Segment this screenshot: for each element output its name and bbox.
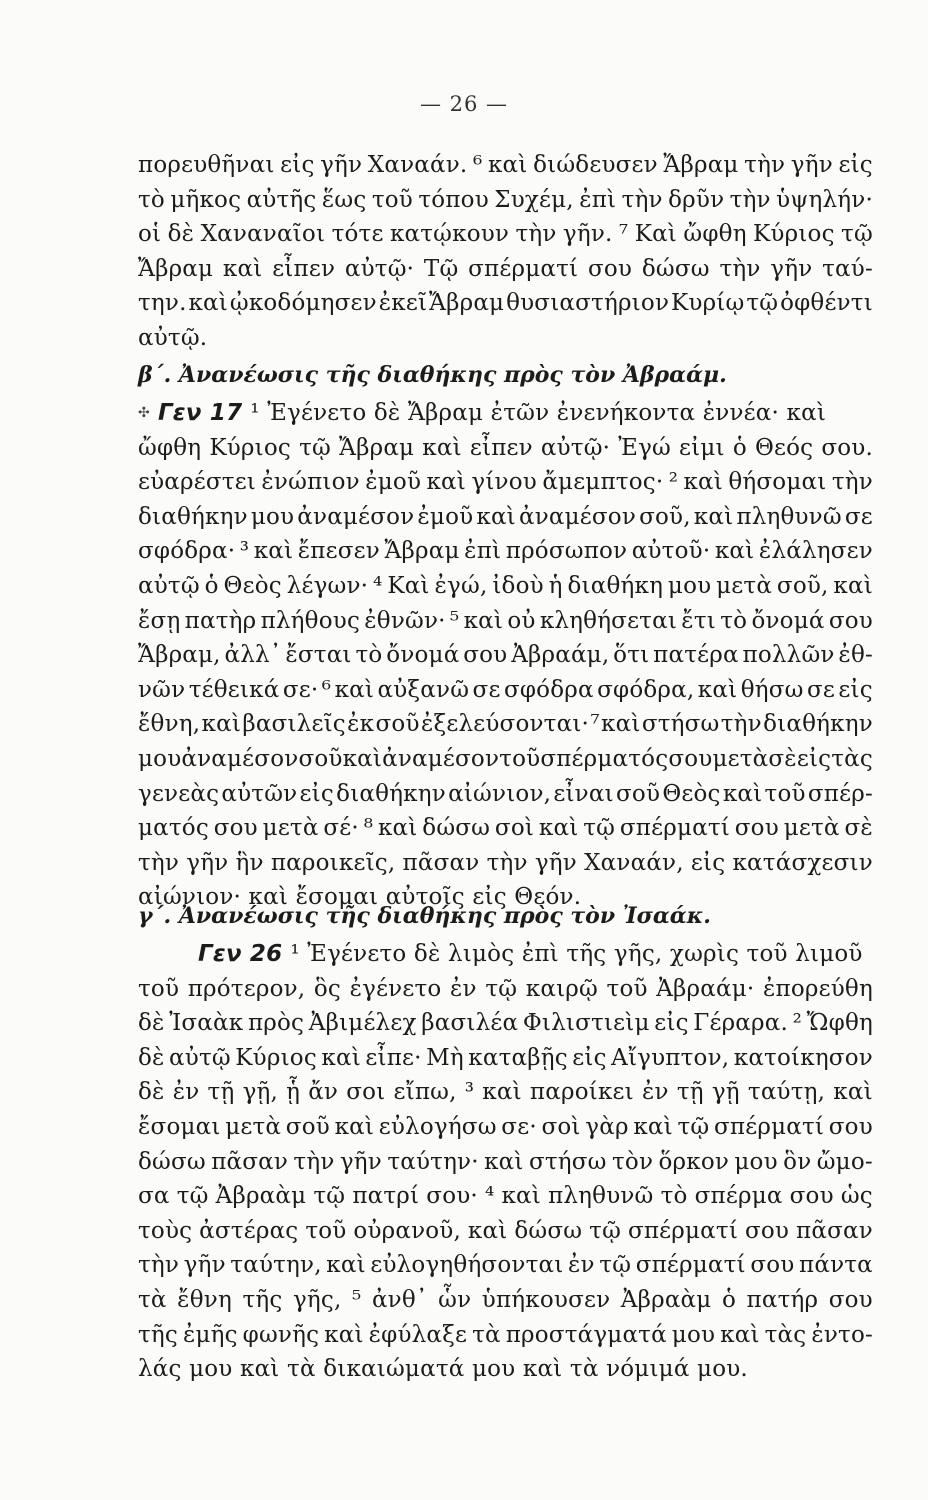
text-line xyxy=(138,396,873,431)
text-line: αἰώνιον· καὶ ἔσομαι αὐτοῖς εἰς Θεόν. xyxy=(138,884,582,911)
section-heading-isaac: γ΄. Ἀνανέωσις τῆς διαθήκης πρὸς τὸν Ἰσαάκ. xyxy=(138,903,711,929)
section-heading-abraham: β΄. Ἀνανέωσις τῆς διαθήκης πρὸς τὸν Ἀβραάμ. xyxy=(138,362,727,388)
text-line: μου ἀναμέσον σοῦ καὶ ἀναμέσον τοῦ σπέρματός σου μετὰ σὲ εἰς τὰς xyxy=(138,745,873,772)
text-line: δὲ Ἰσαὰκ πρὸς Ἀβιμέλεχ βασιλέα Φιλιστιεὶμ εἰς Γέραρα. ² Ὤφθη xyxy=(138,1010,873,1037)
text-line: διαθήκην μου ἀναμέσον ἐμοῦ καὶ ἀναμέσον σοῦ, καὶ πληθυνῶ σε xyxy=(138,503,873,530)
text-line: τοὺς ἀστέρας τοῦ οὐρανοῦ, καὶ δώσω τῷ σπέρματί σου πᾶσαν xyxy=(138,1217,873,1244)
text-line: οἱ δὲ Χαναναῖοι τότε κατῴκουν τὴν γῆν. ⁷ Καὶ ὤφθη Κύριος τῷ xyxy=(138,221,873,248)
paragraph-genesis-17 xyxy=(138,396,873,915)
text-line: αὐτῷ ὁ Θεὸς λέγων· ⁴ Καὶ ἐγώ, ἰδοὺ ἡ διαθήκη μου μετὰ σοῦ, καὶ xyxy=(138,572,873,599)
text-line: τοῦ πρότερον, ὃς ἐγένετο ἐν τῷ καιρῷ τοῦ Ἀβραάμ· ἐπορεύθη xyxy=(138,975,873,1002)
paragraph-genesis-26 xyxy=(138,937,873,1387)
first-line-text: ¹ Ἐγένετο δὲ λιμὸς ἐπὶ τῆς γῆς, χωρὶς τοῦ λιμοῦ xyxy=(290,941,863,967)
text-line: ἔσῃ πατὴρ πλήθους ἐθνῶν· ⁵ καὶ οὐ κληθήσεται ἔτι τὸ ὄνομά σου xyxy=(138,607,873,634)
text-line: αὐτῷ. xyxy=(138,324,208,351)
text-line xyxy=(138,937,873,972)
text-line: τὸ μῆκος αὐτῆς ἕως τοῦ τόπου Συχέμ, ἐπὶ τὴν δρῦν τὴν ὑψηλήν· xyxy=(138,186,873,213)
chapter-reference: Γεν 26 xyxy=(198,941,283,967)
text-line: γενεὰς αὐτῶν εἰς διαθήκην αἰώνιον, εἶναι σοῦ Θεὸς καὶ τοῦ σπέρ- xyxy=(138,780,873,807)
ornament-icon: ✣ xyxy=(138,405,150,421)
paragraph-continuation xyxy=(138,148,873,356)
text-line: Ἄβραμ καὶ εἶπεν αὐτῷ· Τῷ σπέρματί σου δώσω τὴν γῆν ταύ- xyxy=(138,255,873,282)
text-line: εὐαρέστει ἐνώπιον ἐμοῦ καὶ γίνου ἄμεμπτος· ² καὶ θήσομαι τὴν xyxy=(138,469,873,496)
text-line: ματός σου μετὰ σέ· ⁸ καὶ δώσω σοὶ καὶ τῷ σπέρματί σου μετὰ σὲ xyxy=(138,815,873,842)
text-line: ὤφθη Κύριος τῷ Ἄβραμ καὶ εἶπεν αὐτῷ· Ἐγώ εἰμι ὁ Θεός σου. xyxy=(138,434,873,461)
text-line: σα τῷ Ἀβραὰμ τῷ πατρί σου· ⁴ καὶ πληθυνῶ τὸ σπέρμα σου ὡς xyxy=(138,1183,873,1210)
text-line: δώσω πᾶσαν τὴν γῆν ταύτην· καὶ στήσω τὸν ὅρκον μου ὃν ὤμο- xyxy=(138,1148,873,1175)
text-line: σφόδρα· ³ καὶ ἔπεσεν Ἄβραμ ἐπὶ πρόσωπον αὐτοῦ· καὶ ἐλάλησεν xyxy=(138,538,873,565)
text-line: τὰ ἔθνη τῆς γῆς, ⁵ ἀνθ᾿ ὧν ὑπήκουσεν Ἀβραὰμ ὁ πατήρ σου xyxy=(138,1286,873,1313)
text-line: τὴν γῆν ἣν παροικεῖς, πᾶσαν τὴν γῆν Χαναάν, εἰς κατάσχεσιν xyxy=(138,849,873,876)
text-line: λάς μου καὶ τὰ δικαιώματά μου καὶ τὰ νόμιμά μου. xyxy=(138,1356,748,1383)
paragraph-genesis-26-body xyxy=(138,972,873,1387)
page-number: — 26 — xyxy=(419,92,509,116)
text-line: δὲ αὐτῷ Κύριος καὶ εἶπε· Μὴ καταβῇς εἰς Αἴγυπτον, κατοίκησον xyxy=(138,1044,873,1071)
text-line: νῶν τέθεικά σε· ⁶ καὶ αὐξανῶ σε σφόδρα σφόδρα, καὶ θήσω σε εἰς xyxy=(138,676,873,703)
text-line: τὴν γῆν ταύτην, καὶ εὐλογηθήσονται ἐν τῷ σπέρματί σου πάντα xyxy=(138,1252,873,1279)
text-line: ἔθνη, καὶ βασιλεῖς ἐκ σοῦ ἐξελεύσονται· ⁷ καὶ στήσω τὴν διαθήκην xyxy=(138,711,873,738)
text-line: πορευθῆναι εἰς γῆν Χαναάν. ⁶ καὶ διώδευσεν Ἄβραμ τὴν γῆν εἰς xyxy=(138,152,873,178)
text-line: δὲ ἐν τῇ γῇ, ᾗ ἄν σοι εἴπω, ³ καὶ παροίκει ἐν τῇ γῇ ταύτῃ, καὶ xyxy=(138,1079,873,1106)
paragraph-genesis-17-body xyxy=(138,431,873,915)
first-line-text: ¹ Ἐγένετο δὲ Ἄβραμ ἐτῶν ἐνενήκοντα ἐννέα· καὶ xyxy=(250,400,827,426)
text-line: ἔσομαι μετὰ σοῦ καὶ εὐλογήσω σε· σοὶ γὰρ καὶ τῷ σπέρματί σου xyxy=(138,1113,873,1140)
text-line: τῆς ἐμῆς φωνῆς καὶ ἐφύλαξε τὰ προστάγματά μου καὶ τὰς ἐντο- xyxy=(138,1321,873,1348)
text-line: την. καὶ ᾠκοδόμησεν ἐκεῖ Ἄβραμ θυσιαστήριον Κυρίῳ τῷ ὀφθέντι xyxy=(138,290,873,317)
text-line: Ἄβραμ, ἀλλ᾿ ἔσται τὸ ὄνομά σου Ἀβραάμ, ὅτι πατέρα πολλῶν ἐθ- xyxy=(138,642,873,669)
chapter-reference: Γεν 17 xyxy=(157,400,243,426)
